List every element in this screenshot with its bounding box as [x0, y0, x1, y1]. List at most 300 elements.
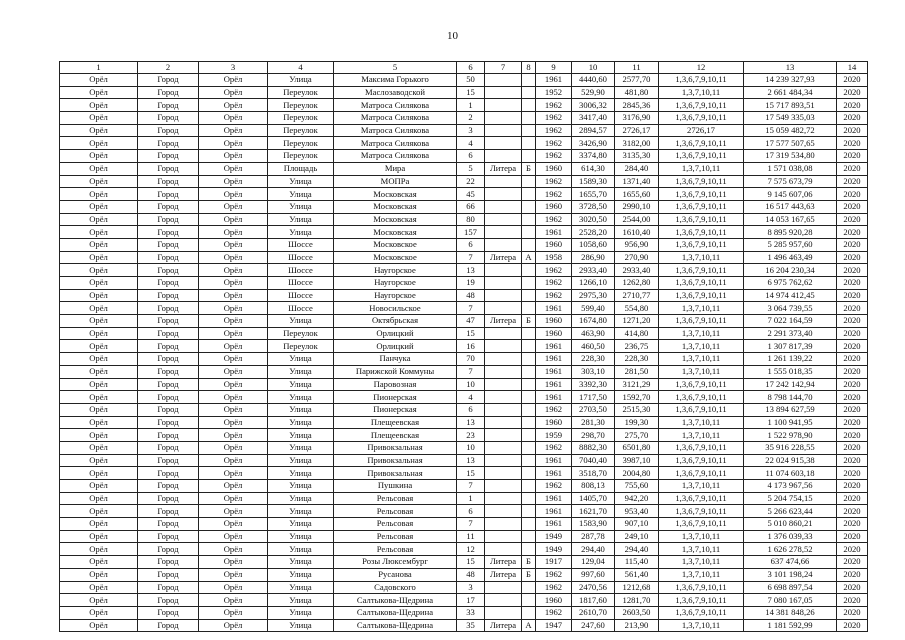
cell-cost: 1 555 018,35	[744, 365, 837, 378]
cell-letter: Б	[522, 315, 536, 328]
cell-street-type: Улица	[268, 619, 334, 632]
cell-street-name: Пионерская	[334, 391, 457, 404]
cell-letter	[522, 289, 536, 302]
table-row	[60, 568, 868, 581]
cell-street-name: Наугорское	[334, 264, 457, 277]
cell-work-types: 1,3,6,7,9,10,11	[659, 505, 744, 518]
cell-work-types: 1,3,6,7,9,10,11	[659, 226, 744, 239]
cell-house-number: 45	[457, 188, 485, 201]
cell-living-area: 3135,30	[615, 150, 659, 163]
cell-settlement-type: Город	[138, 340, 199, 353]
cell-street-name: Салтыкова-Щедрина	[334, 594, 457, 607]
table-row	[60, 137, 868, 150]
cell-work-types: 1,3,6,7,9,10,11	[659, 277, 744, 290]
column-header-region: 1	[60, 62, 138, 74]
cell-region: Орёл	[60, 340, 138, 353]
cell-living-area: 2577,70	[615, 74, 659, 87]
cell-settlement: Орёл	[199, 112, 268, 125]
cell-settlement: Орёл	[199, 492, 268, 505]
cell-region: Орёл	[60, 86, 138, 99]
cell-total-area: 599,40	[572, 302, 615, 315]
cell-work-types: 1,3,7,10,11	[659, 340, 744, 353]
table-row	[60, 403, 868, 416]
table-row	[60, 162, 868, 175]
cell-settlement-type: Город	[138, 594, 199, 607]
cell-living-area: 115,40	[615, 556, 659, 569]
cell-work-types: 1,3,7,10,11	[659, 530, 744, 543]
cell-region: Орёл	[60, 518, 138, 531]
cell-settlement-type: Город	[138, 492, 199, 505]
cell-cost: 3 101 198,24	[744, 568, 837, 581]
cell-work-types: 2726,17	[659, 124, 744, 137]
cell-living-area: 2990,10	[615, 200, 659, 213]
cell-street-name: Московское	[334, 251, 457, 264]
cell-region: Орёл	[60, 200, 138, 213]
cell-work-types: 1,3,7,10,11	[659, 353, 744, 366]
cell-house-number: 50	[457, 74, 485, 87]
cell-living-area: 2603,50	[615, 606, 659, 619]
cell-cost: 2 661 484,34	[744, 86, 837, 99]
cell-letter	[522, 264, 536, 277]
cell-house-number: 48	[457, 568, 485, 581]
cell-year-built: 1952	[536, 86, 572, 99]
cell-cost: 1 376 039,33	[744, 530, 837, 543]
cell-year-built: 1962	[536, 480, 572, 493]
cell-cost: 11 074 603,18	[744, 467, 837, 480]
cell-plan-year: 2020	[837, 124, 868, 137]
cell-year-built: 1961	[536, 467, 572, 480]
cell-region: Орёл	[60, 391, 138, 404]
cell-street-type: Улица	[268, 594, 334, 607]
cell-settlement-type: Город	[138, 391, 199, 404]
cell-settlement-type: Город	[138, 277, 199, 290]
column-header-letter: 8	[522, 62, 536, 74]
cell-year-built: 1962	[536, 137, 572, 150]
cell-cost: 9 145 607,06	[744, 188, 837, 201]
cell-settlement: Орёл	[199, 137, 268, 150]
cell-plan-year: 2020	[837, 391, 868, 404]
column-header-street-type: 4	[268, 62, 334, 74]
cell-living-area: 1655,60	[615, 188, 659, 201]
cell-living-area: 2710,77	[615, 289, 659, 302]
cell-letter: А	[522, 251, 536, 264]
cell-work-types: 1,3,7,10,11	[659, 86, 744, 99]
cell-street-name: Московская	[334, 200, 457, 213]
column-header-street-name: 5	[334, 62, 457, 74]
cell-letter-label	[485, 213, 522, 226]
cell-street-name: Рельсовая	[334, 543, 457, 556]
cell-plan-year: 2020	[837, 606, 868, 619]
cell-street-name: Орлицкий	[334, 340, 457, 353]
column-number-header-row	[60, 62, 868, 74]
cell-plan-year: 2020	[837, 429, 868, 442]
cell-living-area: 2515,30	[615, 403, 659, 416]
cell-settlement: Орёл	[199, 365, 268, 378]
cell-house-number: 66	[457, 200, 485, 213]
cell-year-built: 1962	[536, 213, 572, 226]
table-row	[60, 467, 868, 480]
cell-plan-year: 2020	[837, 340, 868, 353]
cell-year-built: 1960	[536, 416, 572, 429]
cell-settlement: Орёл	[199, 353, 268, 366]
cell-house-number: 47	[457, 315, 485, 328]
cell-letter-label	[485, 403, 522, 416]
cell-plan-year: 2020	[837, 594, 868, 607]
column-header-plan-year: 14	[837, 62, 868, 74]
cell-living-area: 236,75	[615, 340, 659, 353]
cell-street-type: Улица	[268, 226, 334, 239]
cell-cost: 16 204 230,34	[744, 264, 837, 277]
cell-year-built: 1961	[536, 505, 572, 518]
cell-settlement: Орёл	[199, 213, 268, 226]
cell-street-type: Улица	[268, 353, 334, 366]
cell-house-number: 70	[457, 353, 485, 366]
cell-cost: 5 204 754,15	[744, 492, 837, 505]
cell-letter	[522, 327, 536, 340]
cell-settlement-type: Город	[138, 441, 199, 454]
cell-cost: 1 496 463,49	[744, 251, 837, 264]
cell-house-number: 15	[457, 86, 485, 99]
cell-street-name: Максима Горького	[334, 74, 457, 87]
cell-cost: 1 100 941,95	[744, 416, 837, 429]
cell-street-name: Матроса Силякова	[334, 112, 457, 125]
cell-street-type: Переулок	[268, 124, 334, 137]
cell-letter	[522, 353, 536, 366]
cell-year-built: 1961	[536, 353, 572, 366]
cell-region: Орёл	[60, 213, 138, 226]
cell-cost: 7 022 164,59	[744, 315, 837, 328]
cell-house-number: 10	[457, 378, 485, 391]
table-row	[60, 264, 868, 277]
cell-living-area: 956,90	[615, 238, 659, 251]
table-row	[60, 86, 868, 99]
table-row	[60, 530, 868, 543]
cell-living-area: 213,90	[615, 619, 659, 632]
cell-settlement-type: Город	[138, 315, 199, 328]
table-row	[60, 365, 868, 378]
cell-settlement-type: Город	[138, 226, 199, 239]
cell-work-types: 1,3,6,7,9,10,11	[659, 315, 744, 328]
table-row	[60, 99, 868, 112]
cell-settlement-type: Город	[138, 365, 199, 378]
cell-letter-label	[485, 505, 522, 518]
cell-region: Орёл	[60, 441, 138, 454]
column-header-settlement: 3	[199, 62, 268, 74]
table-row	[60, 124, 868, 137]
column-header-house-number: 6	[457, 62, 485, 74]
cell-cost: 14 381 848,26	[744, 606, 837, 619]
cell-work-types: 1,3,6,7,9,10,11	[659, 581, 744, 594]
cell-region: Орёл	[60, 264, 138, 277]
cell-letter	[522, 441, 536, 454]
cell-house-number: 5	[457, 162, 485, 175]
cell-living-area: 6501,80	[615, 441, 659, 454]
cell-house-number: 13	[457, 264, 485, 277]
cell-letter-label	[485, 327, 522, 340]
cell-street-name: Привокзальная	[334, 441, 457, 454]
cell-living-area: 953,40	[615, 505, 659, 518]
cell-house-number: 6	[457, 150, 485, 163]
cell-living-area: 1610,40	[615, 226, 659, 239]
cell-year-built: 1962	[536, 175, 572, 188]
cell-plan-year: 2020	[837, 505, 868, 518]
cell-year-built: 1960	[536, 238, 572, 251]
cell-plan-year: 2020	[837, 365, 868, 378]
cell-settlement-type: Город	[138, 353, 199, 366]
cell-cost: 35 916 228,55	[744, 441, 837, 454]
cell-street-type: Улица	[268, 518, 334, 531]
cell-plan-year: 2020	[837, 251, 868, 264]
cell-year-built: 1962	[536, 581, 572, 594]
cell-street-type: Площадь	[268, 162, 334, 175]
table-row	[60, 619, 868, 632]
cell-letter-label	[485, 416, 522, 429]
cell-street-name: Московская	[334, 213, 457, 226]
cell-letter: Б	[522, 556, 536, 569]
cell-plan-year: 2020	[837, 226, 868, 239]
cell-settlement-type: Город	[138, 581, 199, 594]
cell-letter-label	[485, 200, 522, 213]
cell-year-built: 1961	[536, 302, 572, 315]
cell-letter-label: Литера	[485, 619, 522, 632]
cell-total-area: 460,50	[572, 340, 615, 353]
cell-street-name: Октябрьская	[334, 315, 457, 328]
cell-cost: 1 571 038,08	[744, 162, 837, 175]
cell-cost: 14 239 327,93	[744, 74, 837, 87]
cell-living-area: 1371,40	[615, 175, 659, 188]
cell-settlement-type: Город	[138, 416, 199, 429]
cell-house-number: 80	[457, 213, 485, 226]
cell-letter-label: Литера	[485, 315, 522, 328]
cell-house-number: 13	[457, 454, 485, 467]
table-row	[60, 429, 868, 442]
cell-living-area: 561,40	[615, 568, 659, 581]
cell-settlement-type: Город	[138, 606, 199, 619]
cell-letter-label	[485, 112, 522, 125]
cell-settlement: Орёл	[199, 99, 268, 112]
cell-letter-label: Литера	[485, 162, 522, 175]
cell-street-name: Маслозаводской	[334, 86, 457, 99]
cell-street-name: Новосильское	[334, 302, 457, 315]
cell-work-types: 1,3,6,7,9,10,11	[659, 606, 744, 619]
cell-total-area: 2470,56	[572, 581, 615, 594]
cell-living-area: 228,30	[615, 353, 659, 366]
cell-settlement: Орёл	[199, 441, 268, 454]
cell-cost: 4 173 967,56	[744, 480, 837, 493]
cell-total-area: 3518,70	[572, 467, 615, 480]
cell-work-types: 1,3,7,10,11	[659, 251, 744, 264]
table-row	[60, 543, 868, 556]
cell-plan-year: 2020	[837, 492, 868, 505]
column-header-cost: 13	[744, 62, 837, 74]
cell-settlement-type: Город	[138, 403, 199, 416]
cell-total-area: 2975,30	[572, 289, 615, 302]
cell-letter-label	[485, 441, 522, 454]
cell-year-built: 1962	[536, 403, 572, 416]
cell-cost: 14 053 167,65	[744, 213, 837, 226]
column-header-living-area: 11	[615, 62, 659, 74]
cell-house-number: 13	[457, 416, 485, 429]
cell-cost: 6 698 897,54	[744, 581, 837, 594]
cell-work-types: 1,3,6,7,9,10,11	[659, 378, 744, 391]
cell-region: Орёл	[60, 99, 138, 112]
cell-year-built: 1961	[536, 226, 572, 239]
cell-total-area: 228,30	[572, 353, 615, 366]
cell-street-type: Улица	[268, 74, 334, 87]
cell-house-number: 23	[457, 429, 485, 442]
cell-work-types: 1,3,7,10,11	[659, 429, 744, 442]
cell-letter-label	[485, 175, 522, 188]
cell-plan-year: 2020	[837, 99, 868, 112]
cell-house-number: 2	[457, 112, 485, 125]
cell-street-type: Улица	[268, 429, 334, 442]
table-row	[60, 441, 868, 454]
cell-living-area: 2004,80	[615, 467, 659, 480]
cell-house-number: 3	[457, 124, 485, 137]
housing-register-table	[59, 61, 868, 632]
cell-house-number: 3	[457, 581, 485, 594]
cell-street-name: Московская	[334, 226, 457, 239]
cell-living-area: 3987,10	[615, 454, 659, 467]
cell-settlement: Орёл	[199, 378, 268, 391]
cell-total-area: 294,40	[572, 543, 615, 556]
cell-settlement: Орёл	[199, 315, 268, 328]
cell-total-area: 2610,70	[572, 606, 615, 619]
cell-street-type: Переулок	[268, 137, 334, 150]
cell-region: Орёл	[60, 124, 138, 137]
cell-total-area: 2933,40	[572, 264, 615, 277]
cell-year-built: 1962	[536, 568, 572, 581]
cell-living-area: 907,10	[615, 518, 659, 531]
cell-plan-year: 2020	[837, 302, 868, 315]
cell-work-types: 1,3,6,7,9,10,11	[659, 175, 744, 188]
cell-letter-label	[485, 353, 522, 366]
cell-street-type: Улица	[268, 365, 334, 378]
cell-letter-label	[485, 454, 522, 467]
cell-street-type: Улица	[268, 188, 334, 201]
cell-region: Орёл	[60, 277, 138, 290]
cell-letter-label: Литера	[485, 251, 522, 264]
cell-street-name: Плещеевская	[334, 416, 457, 429]
cell-total-area: 281,30	[572, 416, 615, 429]
cell-region: Орёл	[60, 454, 138, 467]
cell-year-built: 1961	[536, 492, 572, 505]
cell-total-area: 1674,80	[572, 315, 615, 328]
cell-settlement: Орёл	[199, 594, 268, 607]
cell-letter	[522, 340, 536, 353]
cell-street-name: Русанова	[334, 568, 457, 581]
cell-settlement: Орёл	[199, 556, 268, 569]
cell-region: Орёл	[60, 302, 138, 315]
cell-living-area: 1281,70	[615, 594, 659, 607]
cell-street-name: Привокзальная	[334, 454, 457, 467]
cell-street-type: Улица	[268, 467, 334, 480]
cell-year-built: 1960	[536, 162, 572, 175]
cell-settlement: Орёл	[199, 264, 268, 277]
cell-living-area: 1592,70	[615, 391, 659, 404]
cell-settlement: Орёл	[199, 403, 268, 416]
table-row	[60, 213, 868, 226]
cell-settlement: Орёл	[199, 289, 268, 302]
cell-house-number: 7	[457, 480, 485, 493]
cell-plan-year: 2020	[837, 289, 868, 302]
cell-living-area: 2544,00	[615, 213, 659, 226]
cell-street-name: Пушкина	[334, 480, 457, 493]
cell-region: Орёл	[60, 467, 138, 480]
cell-letter	[522, 137, 536, 150]
cell-total-area: 1583,90	[572, 518, 615, 531]
cell-cost: 15 717 893,51	[744, 99, 837, 112]
cell-region: Орёл	[60, 175, 138, 188]
cell-letter-label	[485, 518, 522, 531]
cell-total-area: 247,60	[572, 619, 615, 632]
cell-letter-label	[485, 264, 522, 277]
table-row	[60, 454, 868, 467]
cell-living-area: 2726,17	[615, 124, 659, 137]
cell-work-types: 1,3,7,10,11	[659, 302, 744, 315]
cell-street-name: Матроса Силякова	[334, 124, 457, 137]
cell-street-name: Матроса Силякова	[334, 99, 457, 112]
cell-street-type: Улица	[268, 454, 334, 467]
cell-house-number: 15	[457, 327, 485, 340]
cell-living-area: 281,50	[615, 365, 659, 378]
cell-total-area: 129,04	[572, 556, 615, 569]
cell-settlement-type: Город	[138, 99, 199, 112]
cell-plan-year: 2020	[837, 556, 868, 569]
cell-plan-year: 2020	[837, 112, 868, 125]
table-row	[60, 315, 868, 328]
cell-letter	[522, 378, 536, 391]
cell-letter	[522, 416, 536, 429]
cell-total-area: 1655,70	[572, 188, 615, 201]
cell-work-types: 1,3,7,10,11	[659, 416, 744, 429]
cell-total-area: 303,10	[572, 365, 615, 378]
cell-letter	[522, 200, 536, 213]
cell-letter	[522, 480, 536, 493]
column-header-year-built: 9	[536, 62, 572, 74]
cell-plan-year: 2020	[837, 441, 868, 454]
cell-letter-label: Литера	[485, 568, 522, 581]
cell-letter-label	[485, 391, 522, 404]
table-row	[60, 492, 868, 505]
cell-region: Орёл	[60, 543, 138, 556]
cell-region: Орёл	[60, 568, 138, 581]
cell-total-area: 997,60	[572, 568, 615, 581]
cell-house-number: 6	[457, 403, 485, 416]
cell-letter-label	[485, 492, 522, 505]
cell-region: Орёл	[60, 556, 138, 569]
table-row	[60, 505, 868, 518]
table-row	[60, 416, 868, 429]
page-number: 10	[447, 30, 458, 42]
cell-house-number: 48	[457, 289, 485, 302]
cell-cost: 1 307 817,39	[744, 340, 837, 353]
cell-street-name: Матроса Силякова	[334, 137, 457, 150]
cell-total-area: 1405,70	[572, 492, 615, 505]
cell-street-type: Улица	[268, 403, 334, 416]
table-row	[60, 581, 868, 594]
cell-living-area: 1271,20	[615, 315, 659, 328]
cell-work-types: 1,3,6,7,9,10,11	[659, 137, 744, 150]
cell-settlement-type: Город	[138, 327, 199, 340]
cell-street-type: Шоссе	[268, 277, 334, 290]
cell-street-type: Переулок	[268, 327, 334, 340]
cell-total-area: 8882,30	[572, 441, 615, 454]
cell-plan-year: 2020	[837, 200, 868, 213]
cell-region: Орёл	[60, 112, 138, 125]
cell-plan-year: 2020	[837, 403, 868, 416]
cell-letter-label	[485, 74, 522, 87]
